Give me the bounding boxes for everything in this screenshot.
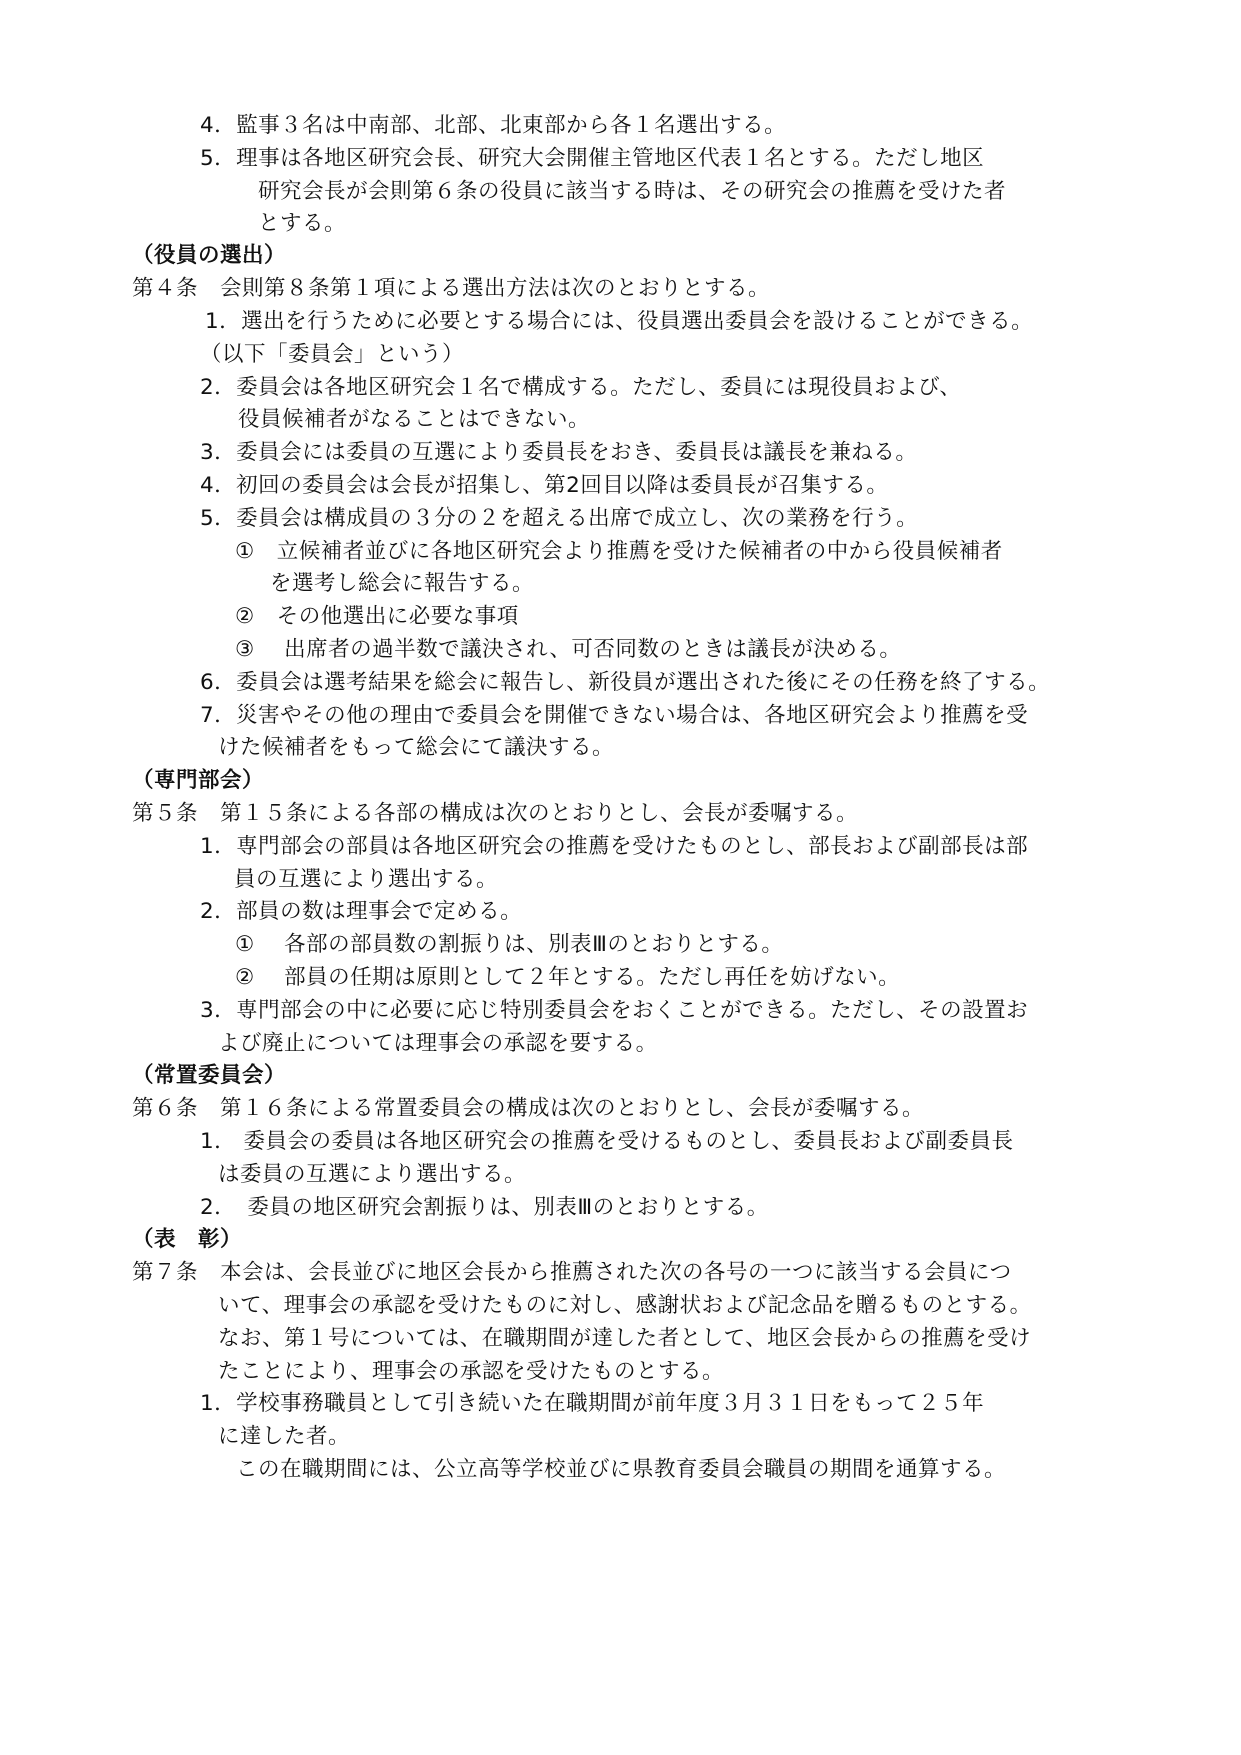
- article-4: 第４条 会則第８条第１項による選出方法は次のとおりとする。: [132, 276, 771, 301]
- article-6-item-2: 2． 委員の地区研究会割振りは、別表Ⅲのとおりとする。: [200, 1195, 769, 1220]
- article-4-item-5-sub-1-cont: を選考し総会に報告する。: [270, 571, 535, 596]
- article-5-item-2-sub-1: ① 各部の部員数の割振りは、別表Ⅲのとおりとする。: [235, 932, 784, 957]
- article-4-item-3: 3．委員会には委員の互選により委員長をおき、委員長は議長を兼ねる。: [200, 440, 918, 465]
- article-7-cont: たことにより、理事会の承認を受けたものとする。: [218, 1359, 725, 1384]
- article-5-item-1-cont: 員の互選により選出する。: [234, 867, 499, 892]
- article-5-item-1: 1．専門部会の部員は各地区研究会の推薦を受けたものとし、部長および副部長は部: [200, 834, 1029, 859]
- article-4-item-5-sub-1: ① 立候補者並びに各地区研究会より推薦を受けた候補者の中から役員候補者: [235, 539, 1003, 564]
- article-5-item-2: 2．部員の数は理事会で定める。: [200, 899, 523, 924]
- article-5: 第５条 第１５条による各部の構成は次のとおりとし、会長が委嘱する。: [132, 801, 859, 826]
- article-7-cont: なお、第１号については、在職期間が達した者として、地区会長からの推薦を受け: [218, 1326, 1032, 1351]
- article-4-item-2-cont: 役員候補者がなることはできない。: [238, 407, 591, 432]
- article-5-item-3: 3．専門部会の中に必要に応じ特別委員会をおくことができる。ただし、その設置お: [200, 998, 1029, 1023]
- article-7: 第７条 本会は、会長並びに地区会長から推薦された次の各号の一つに該当する会員につ: [132, 1260, 1012, 1285]
- article-4-item-7: 7．災害やその他の理由で委員会を開催できない場合は、各地区研究会より推薦を受: [200, 703, 1029, 728]
- section-heading-commendation: （表 彰）: [132, 1227, 243, 1252]
- article-4-item-1: 1．選出を行うために必要とする場合には、役員選出委員会を設けることができる。: [205, 309, 1034, 334]
- clause-5-directors-cont: 研究会長が会則第６条の役員に該当する時は、その研究会の推薦を受けた者: [258, 179, 1007, 204]
- article-4-item-6: 6．委員会は選考結果を総会に報告し、新役員が選出された後にその任務を終了する。: [200, 670, 1051, 695]
- article-5-item-3-cont: よび廃止については理事会の承認を要する。: [218, 1031, 658, 1056]
- section-heading-standing-committee: （常置委員会）: [132, 1063, 287, 1088]
- clause-5-directors-cont: とする。: [258, 211, 347, 236]
- article-4-item-5-sub-2: ② その他選出に必要な事項: [235, 604, 519, 629]
- article-6-item-1-cont: は委員の互選により選出する。: [218, 1162, 527, 1187]
- article-4-item-1-cont: （以下「委員会」という）: [200, 342, 465, 367]
- article-6-item-1: 1． 委員会の委員は各地区研究会の推薦を受けるものとし、委員長および副委員長: [200, 1129, 1014, 1154]
- article-7-item-1-note: この在職期間には、公立高等学校並びに県教育委員会職員の期間を通算する。: [236, 1457, 1007, 1482]
- article-7-item-1-cont: に達した者。: [218, 1424, 351, 1449]
- article-6: 第６条 第１６条による常置委員会の構成は次のとおりとし、会長が委嘱する。: [132, 1096, 925, 1121]
- article-4-item-2: 2．委員会は各地区研究会１名で構成する。ただし、委員には現役員および、: [200, 375, 962, 400]
- section-heading-specialist-committee: （専門部会）: [132, 768, 265, 793]
- clause-5-directors: 5．理事は各地区研究会長、研究大会開催主管地区代表１名とする。ただし地区: [200, 146, 985, 171]
- article-7-item-1: 1．学校事務職員として引き続いた在職期間が前年度３月３１日をもって２５年: [200, 1391, 985, 1416]
- article-4-item-5-sub-3: ③ 出席者の過半数で議決され、可否同数のときは議長が決める。: [235, 637, 902, 662]
- article-4-item-7-cont: けた候補者をもって総会にて議決する。: [218, 735, 615, 760]
- article-4-item-5: 5．委員会は構成員の３分の２を超える出席で成立し、次の業務を行う。: [200, 506, 919, 531]
- article-4-item-4: 4．初回の委員会は会長が招集し、第2回目以降は委員長が召集する。: [200, 473, 889, 498]
- article-7-cont: いて、理事会の承認を受けたものに対し、感謝状および記念品を贈るものとする。: [218, 1293, 1032, 1318]
- article-5-item-2-sub-2: ② 部員の任期は原則として２年とする。ただし再任を妨げない。: [235, 965, 901, 990]
- section-heading-officer-election: （役員の選出）: [132, 243, 287, 268]
- clause-4-auditors: 4．監事３名は中南部、北部、北東部から各１名選出する。: [200, 113, 787, 138]
